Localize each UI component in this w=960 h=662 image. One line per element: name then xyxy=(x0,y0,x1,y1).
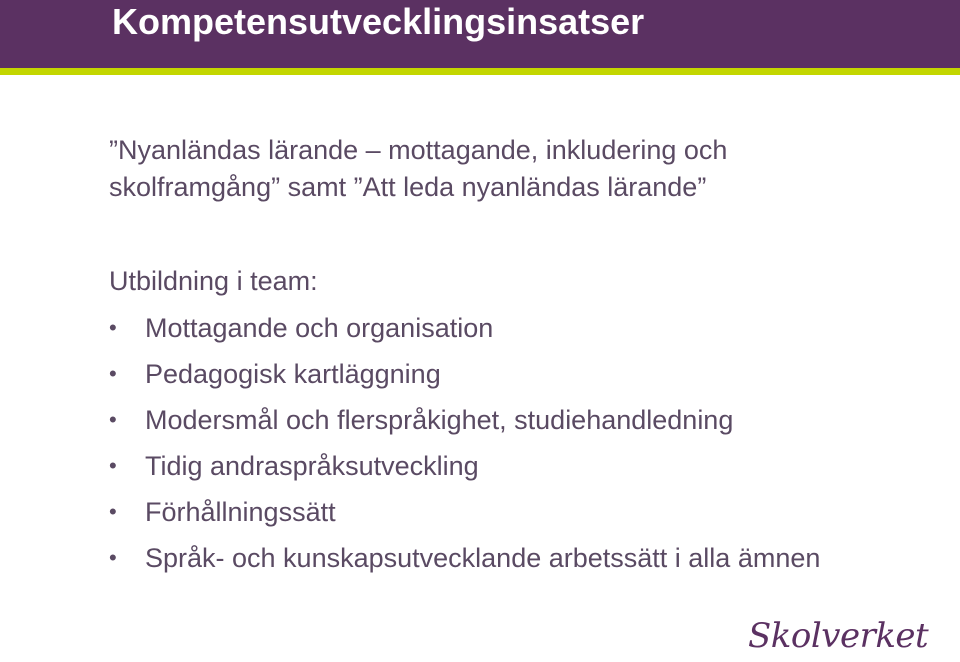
list-item-label: Pedagogisk kartläggning xyxy=(145,359,441,389)
list-item xyxy=(109,400,869,440)
bullet-icon: • xyxy=(109,315,117,340)
list-item-label: Språk- och kunskapsutvecklande arbetssätt i alla ämnen xyxy=(145,543,821,573)
skolverket-logo: Skolverket xyxy=(748,616,929,656)
list-item-label: Mottagande och organisation xyxy=(145,313,494,343)
list-item-label: Tidig andraspråksutveckling xyxy=(145,451,479,481)
bullet-icon: • xyxy=(109,453,117,478)
list-item xyxy=(109,354,869,394)
bullet-icon: • xyxy=(109,499,117,524)
slide-title: Kompetensutvecklingsinsatser xyxy=(112,1,645,42)
list-item xyxy=(109,538,869,578)
list-item-label: Förhållningssätt xyxy=(145,497,336,527)
title-bar xyxy=(0,0,960,68)
bullet-icon: • xyxy=(109,407,117,432)
list-item xyxy=(109,308,869,348)
bullet-icon: • xyxy=(109,545,117,570)
list-item xyxy=(109,492,869,532)
bullet-icon: • xyxy=(109,361,117,386)
list-item-label: Modersmål och flerspråkighet, studiehandledning xyxy=(145,405,734,435)
team-bullet-list xyxy=(109,308,869,584)
title-accent-rule xyxy=(0,68,960,75)
list-item xyxy=(109,446,869,486)
intro-text: ”Nyanländas lärande – mottagande, inkludering och skolframgång” samt ”Att leda nyanländas lärande” xyxy=(109,135,728,202)
team-heading: Utbildning i team: xyxy=(109,266,318,296)
